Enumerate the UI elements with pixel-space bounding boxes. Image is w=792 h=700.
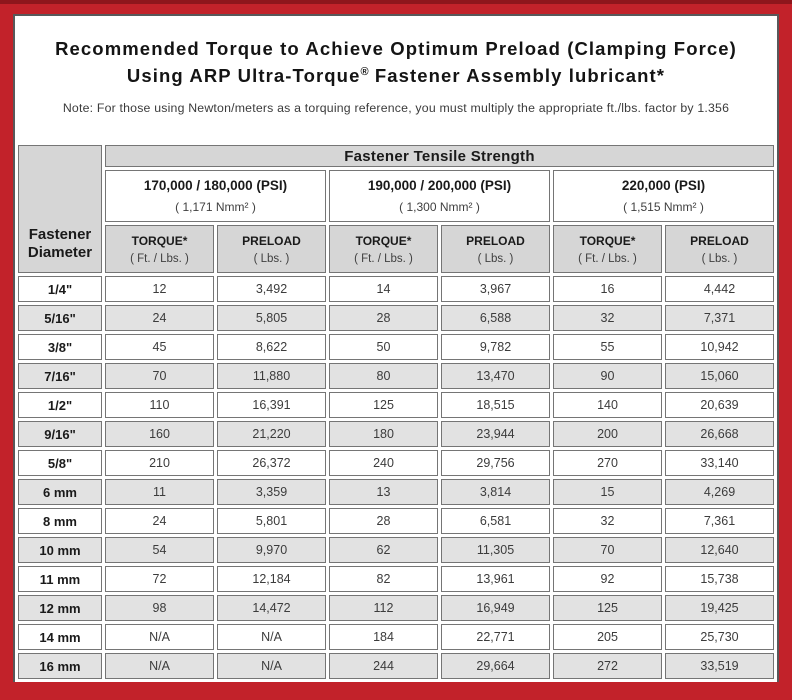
torque-value-cell: 54	[105, 537, 214, 563]
torque-unit: ( Ft. / Lbs. )	[130, 252, 189, 265]
torque-preload-header-row	[18, 225, 774, 273]
content-panel	[13, 14, 779, 682]
registered-trademark-symbol: ®	[360, 65, 369, 78]
table-row	[18, 566, 774, 592]
title-line-2-suffix: Fastener Assembly lubricant*	[368, 65, 666, 86]
title-line-2-prefix: Using ARP Ultra-Torque	[126, 65, 361, 86]
torque-value-cell: 70	[105, 363, 214, 389]
preload-value-cell: 8,622	[217, 334, 326, 360]
preload-value-cell: 7,361	[665, 508, 774, 534]
diameter-cell: 5/16"	[18, 305, 102, 331]
diameter-cell: 7/16"	[18, 363, 102, 389]
torque-header-1	[105, 225, 214, 273]
preload-value-cell: 10,942	[665, 334, 774, 360]
table-row	[18, 624, 774, 650]
torque-value-cell: 55	[553, 334, 662, 360]
fastener-diameter-header	[18, 145, 102, 273]
preload-value-cell: 16,391	[217, 392, 326, 418]
preload-value-cell: 15,060	[665, 363, 774, 389]
diameter-cell: 10 mm	[18, 537, 102, 563]
psi-label: 220,000 (PSI)	[621, 178, 706, 193]
preload-value-cell: 29,756	[441, 450, 550, 476]
table-header	[18, 145, 774, 273]
table-row	[18, 595, 774, 621]
preload-value-cell: 22,771	[441, 624, 550, 650]
diameter-cell: 12 mm	[18, 595, 102, 621]
preload-value-cell: 6,588	[441, 305, 550, 331]
preload-value-cell: 6,581	[441, 508, 550, 534]
torque-value-cell: 205	[553, 624, 662, 650]
table-row	[18, 363, 774, 389]
torque-value-cell: 32	[553, 305, 662, 331]
torque-value-cell: 28	[329, 508, 438, 534]
preload-header-1	[217, 225, 326, 273]
preload-value-cell: 3,359	[217, 479, 326, 505]
psi-label: 170,000 / 180,000 (PSI)	[143, 178, 288, 193]
torque-value-cell: 125	[329, 392, 438, 418]
nmm-label: ( 1,300 Nmm² )	[399, 200, 480, 214]
preload-value-cell: 7,371	[665, 305, 774, 331]
psi-label: 190,000 / 200,000 (PSI)	[367, 178, 512, 193]
preload-value-cell: 13,961	[441, 566, 550, 592]
title-line-2	[127, 65, 665, 86]
torque-value-cell: 210	[105, 450, 214, 476]
diameter-cell: 1/2"	[18, 392, 102, 418]
note-text: Note: For those using Newton/meters as a torquing reference, you must multiply the appropriate ft./lbs. factor by 1.356	[62, 101, 730, 115]
diameter-cell: 8 mm	[18, 508, 102, 534]
psi-group-170-180	[105, 170, 326, 222]
tensile-strength-header: Fastener Tensile Strength	[105, 145, 774, 167]
fastener-diameter-line-1: Fastener	[28, 226, 92, 243]
torque-unit: ( Ft. / Lbs. )	[354, 252, 413, 265]
torque-value-cell: 15	[553, 479, 662, 505]
table-row	[18, 479, 774, 505]
preload-value-cell: 9,970	[217, 537, 326, 563]
psi-group-220	[553, 170, 774, 222]
table-row	[18, 537, 774, 563]
torque-value-cell: 11	[105, 479, 214, 505]
diameter-cell: 9/16"	[18, 421, 102, 447]
table-row	[18, 450, 774, 476]
torque-value-cell: 16	[553, 276, 662, 302]
nmm-label: ( 1,515 Nmm² )	[623, 200, 704, 214]
table-row	[18, 421, 774, 447]
torque-header-2	[329, 225, 438, 273]
preload-value-cell: 26,372	[217, 450, 326, 476]
page-title	[15, 16, 777, 89]
torque-value-cell: 13	[329, 479, 438, 505]
table-row	[18, 305, 774, 331]
table-row	[18, 653, 774, 679]
torque-value-cell: 24	[105, 508, 214, 534]
table-body	[18, 276, 774, 679]
preload-value-cell: 11,305	[441, 537, 550, 563]
preload-value-cell: N/A	[217, 653, 326, 679]
diameter-cell: 1/4"	[18, 276, 102, 302]
preload-value-cell: 13,470	[441, 363, 550, 389]
torque-value-cell: 180	[329, 421, 438, 447]
torque-value-cell: 110	[105, 392, 214, 418]
preload-unit: ( Lbs. )	[477, 252, 514, 265]
torque-value-cell: N/A	[105, 624, 214, 650]
preload-value-cell: 14,472	[217, 595, 326, 621]
torque-value-cell: 70	[553, 537, 662, 563]
preload-value-cell: 3,492	[217, 276, 326, 302]
diameter-cell: 5/8"	[18, 450, 102, 476]
preload-value-cell: 29,664	[441, 653, 550, 679]
torque-value-cell: 272	[553, 653, 662, 679]
torque-value-cell: 72	[105, 566, 214, 592]
preload-value-cell: 26,668	[665, 421, 774, 447]
torque-header-3	[553, 225, 662, 273]
torque-value-cell: 62	[329, 537, 438, 563]
nmm-label: ( 1,171 Nmm² )	[175, 200, 256, 214]
torque-label: TORQUE*	[355, 233, 412, 248]
psi-header-row	[18, 170, 774, 222]
torque-spec-table	[15, 142, 777, 682]
title-line-1: Recommended Torque to Achieve Optimum Preload (Clamping Force)	[55, 38, 737, 59]
preload-value-cell: 9,782	[441, 334, 550, 360]
tensile-strength-row	[18, 145, 774, 167]
diameter-cell: 3/8"	[18, 334, 102, 360]
preload-value-cell: 20,639	[665, 392, 774, 418]
torque-value-cell: 112	[329, 595, 438, 621]
preload-value-cell: 23,944	[441, 421, 550, 447]
torque-value-cell: 24	[105, 305, 214, 331]
preload-value-cell: 18,515	[441, 392, 550, 418]
preload-label: PRELOAD	[690, 233, 749, 248]
table-row	[18, 508, 774, 534]
torque-value-cell: 12	[105, 276, 214, 302]
table-row	[18, 334, 774, 360]
diameter-cell: 14 mm	[18, 624, 102, 650]
fastener-diameter-line-2: Diameter	[27, 244, 93, 261]
torque-label: TORQUE*	[579, 233, 636, 248]
diameter-cell: 16 mm	[18, 653, 102, 679]
preload-value-cell: 4,442	[665, 276, 774, 302]
torque-value-cell: 50	[329, 334, 438, 360]
torque-value-cell: 200	[553, 421, 662, 447]
table-row	[18, 392, 774, 418]
torque-value-cell: 92	[553, 566, 662, 592]
torque-value-cell: 160	[105, 421, 214, 447]
diameter-cell: 6 mm	[18, 479, 102, 505]
preload-value-cell: 12,640	[665, 537, 774, 563]
torque-label: TORQUE*	[131, 233, 188, 248]
preload-header-3	[665, 225, 774, 273]
preload-unit: ( Lbs. )	[253, 252, 290, 265]
preload-value-cell: 3,814	[441, 479, 550, 505]
torque-value-cell: 270	[553, 450, 662, 476]
torque-value-cell: 28	[329, 305, 438, 331]
preload-value-cell: 33,519	[665, 653, 774, 679]
table-row	[18, 276, 774, 302]
preload-value-cell: 15,738	[665, 566, 774, 592]
diameter-cell: 11 mm	[18, 566, 102, 592]
preload-value-cell: 3,967	[441, 276, 550, 302]
torque-value-cell: 32	[553, 508, 662, 534]
torque-value-cell: 45	[105, 334, 214, 360]
torque-value-cell: 244	[329, 653, 438, 679]
preload-value-cell: 16,949	[441, 595, 550, 621]
torque-value-cell: 240	[329, 450, 438, 476]
preload-header-2	[441, 225, 550, 273]
torque-value-cell: 184	[329, 624, 438, 650]
preload-value-cell: 12,184	[217, 566, 326, 592]
torque-value-cell: 14	[329, 276, 438, 302]
preload-value-cell: 21,220	[217, 421, 326, 447]
torque-value-cell: 80	[329, 363, 438, 389]
torque-value-cell: N/A	[105, 653, 214, 679]
preload-label: PRELOAD	[242, 233, 301, 248]
psi-group-190-200	[329, 170, 550, 222]
preload-value-cell: 25,730	[665, 624, 774, 650]
torque-value-cell: 82	[329, 566, 438, 592]
torque-value-cell: 98	[105, 595, 214, 621]
preload-value-cell: 5,805	[217, 305, 326, 331]
preload-value-cell: 4,269	[665, 479, 774, 505]
preload-value-cell: 19,425	[665, 595, 774, 621]
torque-value-cell: 125	[553, 595, 662, 621]
torque-value-cell: 140	[553, 392, 662, 418]
torque-unit: ( Ft. / Lbs. )	[578, 252, 637, 265]
preload-value-cell: 5,801	[217, 508, 326, 534]
top-edge-stripe	[0, 0, 792, 4]
title-block	[15, 16, 777, 142]
preload-value-cell: 11,880	[217, 363, 326, 389]
torque-value-cell: 90	[553, 363, 662, 389]
preload-unit: ( Lbs. )	[701, 252, 738, 265]
preload-label: PRELOAD	[466, 233, 525, 248]
preload-value-cell: N/A	[217, 624, 326, 650]
preload-value-cell: 33,140	[665, 450, 774, 476]
